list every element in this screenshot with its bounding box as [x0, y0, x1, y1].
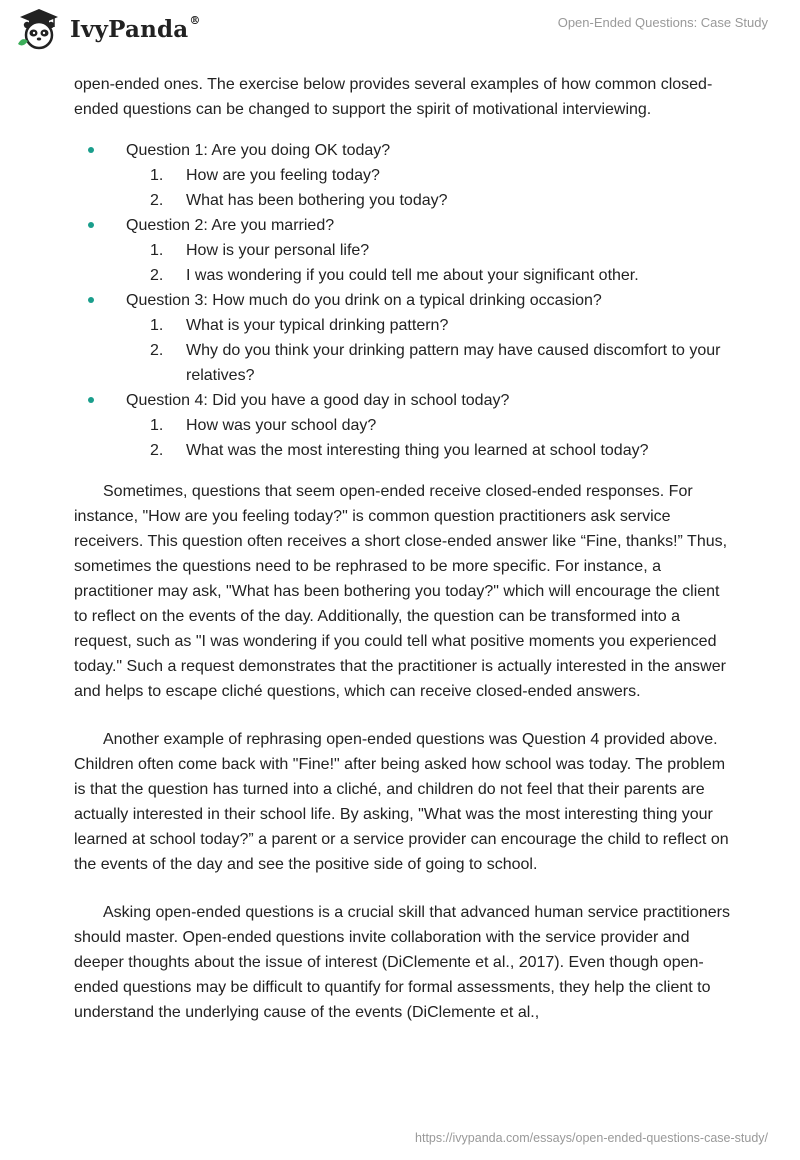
bullet-icon [88, 297, 94, 303]
logo-text: IvyPanda® [70, 13, 201, 43]
question-label: Question 2: Are you married? [126, 217, 335, 234]
running-title: Open-Ended Questions: Case Study [557, 15, 768, 30]
alternative-list [126, 163, 734, 213]
alternative-item: 2. What has been bothering you today? [150, 192, 448, 209]
bullet-icon [88, 222, 94, 228]
question-item [74, 388, 734, 463]
question-item [74, 213, 734, 288]
question-item [74, 288, 734, 388]
alternative-item: 1. How was your school day? [150, 417, 377, 434]
intro-paragraph: open-ended ones. The exercise below provides several examples of how common closed-ended questions can be changed to support the spirit of motivational interviewing. [74, 76, 713, 118]
alternative-list [126, 413, 734, 463]
question-item [74, 138, 734, 213]
body-paragraph: Another example of rephrasing open-ended questions was Question 4 provided above. Children often come back with "Fine!" after being asked how school was today. The problem is that the question has turned into a cliché, and children do not feel that their parents are actually interested in their school life. By asking, "What was the most interesting thing your learned at school today?” a parent or a service provider can encourage the child to reflect on the events of the day and see the positive side of going to school. [74, 731, 729, 873]
bullet-icon [88, 397, 94, 403]
essay-content [74, 72, 734, 1025]
alternative-list [126, 238, 734, 288]
alternative-list [126, 313, 734, 388]
alternative-item: 2. Why do you think your drinking pattern may have caused discomfort to your relatives? [150, 342, 721, 384]
body-paragraph: Asking open-ended questions is a crucial skill that advanced human service practitioners should master. Open-ended questions invite collaboration with the service provider and deeper thoughts about the issue of interest (DiClemente et al., 2017). Even though open-ended questions may be difficult to quantify for formal assessments, they help the client to understand the underlying cause of the events (DiClemente et al., [74, 904, 731, 1021]
question-list [74, 138, 734, 463]
question-label: Question 1: Are you doing OK today? [126, 142, 391, 159]
alternative-item: 2. What was the most interesting thing you learned at school today? [150, 442, 649, 459]
alternative-item: 1. What is your typical drinking pattern? [150, 317, 449, 334]
page-header [0, 0, 800, 70]
body-paragraph: Sometimes, questions that seem open-ended receive closed-ended responses. For instance, "How are you feeling today?" is common question practitioners ask service receivers. This question often receives a short close-ended answer like “Fine, thanks!” Thus, sometimes the questions need to be rephrased to be more specific. For instance, a practitioner may ask, "What has been bothering you today?" which will encourage the client to reflect on the events of the day. Additionally, the question can be transformed into a request, such as "I was wondering if you could tell what positive moments you experienced today." Such a request demonstrates that the practitioner is actually interested in the answer and helps to escape cliché questions, which can receive closed-ended answers. [74, 483, 728, 700]
source-url-link[interactable]: https://ivypanda.com/essays/open-ended-questions-case-study/ [415, 1131, 768, 1145]
ivypanda-logo[interactable] [14, 8, 201, 50]
alternative-item: 2. I was wondering if you could tell me about your significant other. [150, 267, 639, 284]
question-label: Question 3: How much do you drink on a typical drinking occasion? [126, 292, 602, 309]
question-label: Question 4: Did you have a good day in school today? [126, 392, 510, 409]
bullet-icon [88, 147, 94, 153]
panda-graduate-icon [14, 8, 64, 50]
alternative-item: 1. How is your personal life? [150, 242, 370, 259]
alternative-item: 1. How are you feeling today? [150, 167, 380, 184]
